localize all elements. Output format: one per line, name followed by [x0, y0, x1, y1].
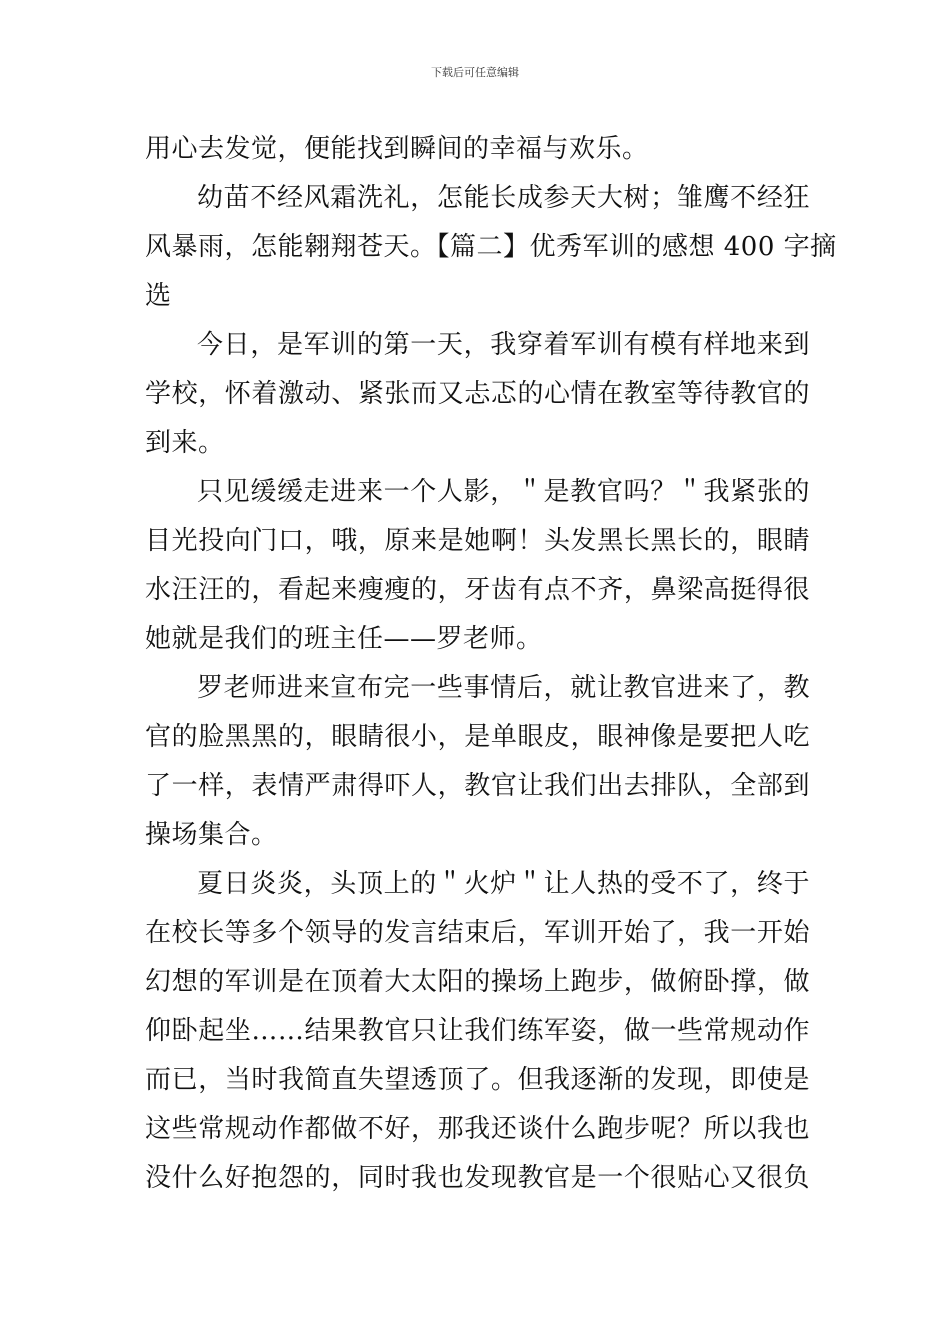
text-line: 这些常规动作都做不好，那我还谈什么跑步呢？所以我也 — [145, 1114, 810, 1144]
text-line: 到来。 — [145, 428, 225, 458]
text-line: 学校，怀着激动、紧张而又忐忑的心情在教室等待教官的 — [145, 379, 810, 409]
text-line: 罗老师进来宣布完一些事情后，就让教官进来了，教 — [197, 673, 810, 703]
text-line: 仰卧起坐……结果教官只让我们练军姿，做一些常规动作 — [145, 1016, 810, 1046]
text-line: 幼苗不经风霜洗礼，怎能长成参天大树；雏鹰不经狂 — [197, 183, 810, 213]
text-line: 用心去发觉，便能找到瞬间的幸福与欢乐。 — [145, 134, 649, 164]
page-header: 下载后可任意编辑 — [431, 66, 519, 79]
text-line: 了一样，表情严肃得吓人，教官让我们出去排队，全部到 — [145, 771, 810, 801]
text-line: 夏日炎炎，头顶上的＂火炉＂让人热的受不了，终于 — [197, 869, 810, 899]
text-line: 没什么好抱怨的，同时我也发现教官是一个很贴心又很负 — [145, 1163, 810, 1193]
text-line: 她就是我们的班主任——罗老师。 — [145, 624, 543, 654]
text-line: 而已，当时我简直失望透顶了。但我逐渐的发现，即使是 — [145, 1065, 810, 1095]
text-line: 今日，是军训的第一天，我穿着军训有模有样地来到 — [197, 330, 810, 360]
text-line: 选 — [145, 281, 172, 311]
text-line: 操场集合。 — [145, 820, 278, 850]
document-body — [145, 125, 837, 1203]
text-line: 目光投向门口，哦，原来是她啊！头发黑长黑长的，眼睛 — [145, 526, 810, 556]
text-line: 幻想的军训是在顶着大太阳的操场上跑步，做俯卧撑，做 — [145, 967, 810, 997]
text-line: 只见缓缓走进来一个人影，＂是教官吗？＂我紧张的 — [197, 477, 810, 507]
text-line: 风暴雨，怎能翱翔苍天。【篇二】优秀军训的感想 400 字摘 — [145, 232, 837, 262]
text-line: 在校长等多个领导的发言结束后，军训开始了，我一开始 — [145, 918, 810, 948]
text-line: 官的脸黑黑的，眼睛很小，是单眼皮，眼神像是要把人吃 — [145, 722, 810, 752]
text-line: 水汪汪的，看起来瘦瘦的，牙齿有点不齐，鼻梁高挺得很 — [145, 575, 810, 605]
